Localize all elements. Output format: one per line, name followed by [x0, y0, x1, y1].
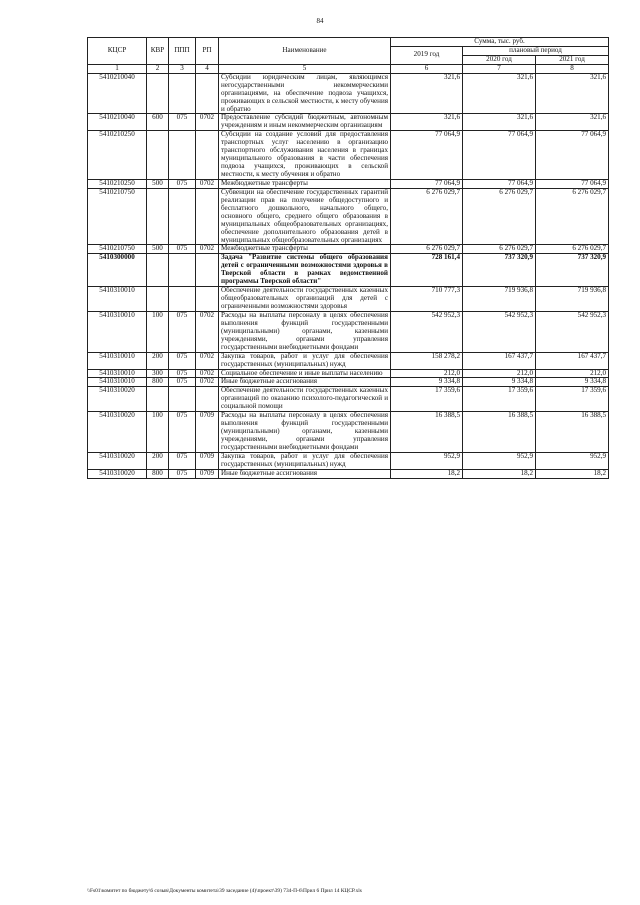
- cell-sum-2020: 77 064,9: [463, 131, 536, 180]
- cell-sum-2020: 6 276 029,7: [463, 245, 536, 254]
- cell-sum-2020: 18,2: [463, 469, 536, 478]
- cell-ppp: 075: [169, 179, 196, 188]
- cell-sum-2019: 77 064,9: [391, 131, 463, 180]
- cell-name: Обеспечение деятельности государственных казенных организаций по оказанию психолого-педагогической и социальной помощи: [219, 387, 391, 412]
- cell-ppp: [169, 387, 196, 412]
- table-row: [88, 412, 609, 453]
- cell-rp: [196, 188, 219, 245]
- cell-sum-2021: 77 064,9: [536, 179, 609, 188]
- table-row: [88, 254, 609, 287]
- header-kcsr: КЦСР: [88, 38, 147, 65]
- cell-sum-2019: 542 952,3: [391, 311, 463, 352]
- cell-ppp: 075: [169, 245, 196, 254]
- cell-kcsr: 5410310010: [88, 369, 147, 378]
- cell-ppp: 075: [169, 469, 196, 478]
- cell-sum-2021: 212,0: [536, 369, 609, 378]
- cell-kcsr: 5410310010: [88, 311, 147, 352]
- cell-kvr: [147, 287, 169, 312]
- table-row: [88, 352, 609, 369]
- cell-sum-2019: 6 276 029,7: [391, 245, 463, 254]
- cell-sum-2021: 17 359,6: [536, 387, 609, 412]
- cell-rp: [196, 131, 219, 180]
- cell-kvr: [147, 73, 169, 114]
- cell-rp: [196, 254, 219, 287]
- header-rp: РП: [196, 38, 219, 65]
- cell-kvr: 200: [147, 352, 169, 369]
- table-header: [88, 38, 609, 74]
- cell-name: Субсидии юридическим лицам, являющимся негосударственными некоммерческими организациями, на обеспечение подвоза учащихся, проживающих в сельской местности, к месту обучения и обратно: [219, 73, 391, 114]
- cell-sum-2019: 728 161,4: [391, 254, 463, 287]
- cell-rp: 0702: [196, 114, 219, 131]
- cell-sum-2019: 212,0: [391, 369, 463, 378]
- cell-sum-2020: 542 952,3: [463, 311, 536, 352]
- cell-kcsr: 5410310010: [88, 287, 147, 312]
- cell-sum-2021: 952,9: [536, 452, 609, 469]
- cell-sum-2019: 77 064,9: [391, 179, 463, 188]
- cell-rp: 0702: [196, 378, 219, 387]
- cell-kcsr: 5410310010: [88, 352, 147, 369]
- cell-rp: 0709: [196, 452, 219, 469]
- cell-sum-2019: 321,6: [391, 114, 463, 131]
- cell-kvr: [147, 131, 169, 180]
- cell-kcsr: 5410210040: [88, 73, 147, 114]
- cell-ppp: [169, 287, 196, 312]
- cell-sum-2021: 321,6: [536, 114, 609, 131]
- cell-name: Закупка товаров, работ и услуг для обеспечения государственных (муниципальных) нужд: [219, 452, 391, 469]
- cell-rp: 0702: [196, 311, 219, 352]
- table-row: [88, 287, 609, 312]
- cell-sum-2020: 719 936,8: [463, 287, 536, 312]
- table-row: [88, 387, 609, 412]
- cell-name: Расходы на выплаты персоналу в целях обеспечения выполнения функций государственными (муниципальными) органами, казенными учреждениями, органами управления государственными внебюджетными фондами: [219, 311, 391, 352]
- column-number: 3: [169, 64, 196, 73]
- cell-sum-2019: 6 276 029,7: [391, 188, 463, 245]
- cell-ppp: [169, 131, 196, 180]
- header-sum: Сумма, тыс. руб.: [391, 38, 609, 47]
- table-row: [88, 469, 609, 478]
- column-number: 1: [88, 64, 147, 73]
- cell-name: Задача "Развитие системы общего образования детей с ограниченными возможностями здоровья в Тверской области в рамках ведомственной программы Тверской области": [219, 254, 391, 287]
- table-body: [88, 73, 609, 478]
- cell-ppp: 075: [169, 412, 196, 453]
- table-row: [88, 73, 609, 114]
- cell-kvr: 800: [147, 378, 169, 387]
- header-2021: 2021 год: [536, 55, 609, 64]
- cell-sum-2019: 321,6: [391, 73, 463, 114]
- cell-sum-2020: 321,6: [463, 73, 536, 114]
- cell-sum-2019: 952,9: [391, 452, 463, 469]
- cell-sum-2020: 6 276 029,7: [463, 188, 536, 245]
- header-planned-period: плановый период: [463, 46, 609, 55]
- cell-sum-2019: 9 334,8: [391, 378, 463, 387]
- cell-name: Иные бюджетные ассигнования: [219, 378, 391, 387]
- cell-sum-2019: 16 388,5: [391, 412, 463, 453]
- cell-name: Субсидии на создание условий для предоставления транспортных услуг населению в организацию транспортного обслуживания населения в границах муниципального образования в части обеспечения подвоза учащихся, проживающих в сельской местности, к месту обучения и обратно: [219, 131, 391, 180]
- cell-name: Межбюджетные трансферты: [219, 245, 391, 254]
- table-row: [88, 114, 609, 131]
- cell-kcsr: 5410210250: [88, 179, 147, 188]
- cell-sum-2020: 212,0: [463, 369, 536, 378]
- cell-name: Закупка товаров, работ и услуг для обеспечения государственных (муниципальных) нужд: [219, 352, 391, 369]
- table-row: [88, 188, 609, 245]
- cell-name: Обеспечение деятельности государственных казенных общеобразовательных организаций для детей с ограниченными возможностями здоровья: [219, 287, 391, 312]
- cell-name: Межбюджетные трансферты: [219, 179, 391, 188]
- cell-kvr: 600: [147, 114, 169, 131]
- cell-kvr: 100: [147, 412, 169, 453]
- cell-kcsr: 5410210250: [88, 131, 147, 180]
- column-number: 7: [463, 64, 536, 73]
- header-ppp: ППП: [169, 38, 196, 65]
- cell-sum-2021: 321,6: [536, 73, 609, 114]
- cell-kvr: 100: [147, 311, 169, 352]
- cell-kvr: [147, 188, 169, 245]
- cell-rp: [196, 387, 219, 412]
- cell-rp: [196, 287, 219, 312]
- cell-kvr: [147, 254, 169, 287]
- cell-name: Субвенции на обеспечение государственных гарантий реализации прав на получение общедоступного и бесплатного дошкольного, начального общего, основного общего, среднего общего образования в муниципальных общеобразовательных организациях, обеспечение дополнительного образования детей в муниципальных общеобразовательных организациях: [219, 188, 391, 245]
- cell-kcsr: 5410310020: [88, 412, 147, 453]
- cell-ppp: 075: [169, 352, 196, 369]
- column-number: 4: [196, 64, 219, 73]
- cell-name: Предоставление субсидий бюджетным, автономным учреждениям и иным некоммерческим организациям: [219, 114, 391, 131]
- table-row: [88, 311, 609, 352]
- cell-kcsr: 5410310020: [88, 387, 147, 412]
- cell-sum-2021: 719 936,8: [536, 287, 609, 312]
- header-kvr: КВР: [147, 38, 169, 65]
- cell-kcsr: 5410210040: [88, 114, 147, 131]
- cell-sum-2019: 158 278,2: [391, 352, 463, 369]
- cell-sum-2021: 16 388,5: [536, 412, 609, 453]
- cell-name: Иные бюджетные ассигнования: [219, 469, 391, 478]
- file-path-footer: \\Fs01\комитет по бюджету\6 созыв\Документы комитета\39 заседание (4)\проект\39) 734-П-6\Прил 6 Прил 14 КЦСР.xls: [87, 888, 362, 894]
- cell-ppp: 075: [169, 452, 196, 469]
- cell-kvr: [147, 387, 169, 412]
- cell-kcsr: 5410310010: [88, 378, 147, 387]
- cell-ppp: 075: [169, 369, 196, 378]
- cell-sum-2020: 9 334,8: [463, 378, 536, 387]
- cell-sum-2019: 17 359,6: [391, 387, 463, 412]
- column-number: 5: [219, 64, 391, 73]
- column-number: 8: [536, 64, 609, 73]
- cell-rp: 0709: [196, 412, 219, 453]
- cell-ppp: 075: [169, 378, 196, 387]
- cell-ppp: [169, 254, 196, 287]
- cell-sum-2020: 167 437,7: [463, 352, 536, 369]
- cell-kcsr: 5410300000: [88, 254, 147, 287]
- cell-kcsr: 5410210750: [88, 245, 147, 254]
- cell-rp: [196, 73, 219, 114]
- cell-sum-2020: 952,9: [463, 452, 536, 469]
- cell-rp: 0702: [196, 369, 219, 378]
- cell-sum-2019: 18,2: [391, 469, 463, 478]
- table-row: [88, 452, 609, 469]
- cell-sum-2021: 167 437,7: [536, 352, 609, 369]
- cell-sum-2020: 737 320,9: [463, 254, 536, 287]
- header-2019: 2019 год: [391, 46, 463, 64]
- cell-kvr: 500: [147, 179, 169, 188]
- budget-table: [87, 37, 609, 479]
- cell-kvr: 200: [147, 452, 169, 469]
- cell-ppp: [169, 73, 196, 114]
- cell-rp: 0702: [196, 352, 219, 369]
- column-number: 6: [391, 64, 463, 73]
- cell-sum-2021: 6 276 029,7: [536, 188, 609, 245]
- cell-sum-2020: 16 388,5: [463, 412, 536, 453]
- cell-kcsr: 5410310020: [88, 452, 147, 469]
- cell-kcsr: 5410310020: [88, 469, 147, 478]
- cell-ppp: 075: [169, 114, 196, 131]
- cell-sum-2021: 77 064,9: [536, 131, 609, 180]
- cell-sum-2021: 9 334,8: [536, 378, 609, 387]
- cell-kvr: 800: [147, 469, 169, 478]
- cell-sum-2020: 77 064,9: [463, 179, 536, 188]
- cell-sum-2019: 710 777,3: [391, 287, 463, 312]
- cell-sum-2020: 17 359,6: [463, 387, 536, 412]
- cell-kvr: 500: [147, 245, 169, 254]
- cell-sum-2021: 737 320,9: [536, 254, 609, 287]
- column-number-row: [88, 64, 609, 73]
- cell-rp: 0702: [196, 245, 219, 254]
- page-number: 84: [316, 17, 324, 25]
- cell-name: Расходы на выплаты персоналу в целях обеспечения выполнения функций государственными (муниципальными) органами, казенными учреждениями, органами управления государственными внебюджетными фондами: [219, 412, 391, 453]
- cell-kvr: 300: [147, 369, 169, 378]
- cell-name: Социальное обеспечение и иные выплаты населению: [219, 369, 391, 378]
- cell-sum-2021: 18,2: [536, 469, 609, 478]
- cell-sum-2020: 321,6: [463, 114, 536, 131]
- table-row: [88, 131, 609, 180]
- cell-ppp: [169, 188, 196, 245]
- cell-sum-2021: 542 952,3: [536, 311, 609, 352]
- cell-rp: 0702: [196, 179, 219, 188]
- cell-kcsr: 5410210750: [88, 188, 147, 245]
- header-name: Наименование: [219, 38, 391, 65]
- column-number: 2: [147, 64, 169, 73]
- header-2020: 2020 год: [463, 55, 536, 64]
- cell-ppp: 075: [169, 311, 196, 352]
- cell-rp: 0709: [196, 469, 219, 478]
- cell-sum-2021: 6 276 029,7: [536, 245, 609, 254]
